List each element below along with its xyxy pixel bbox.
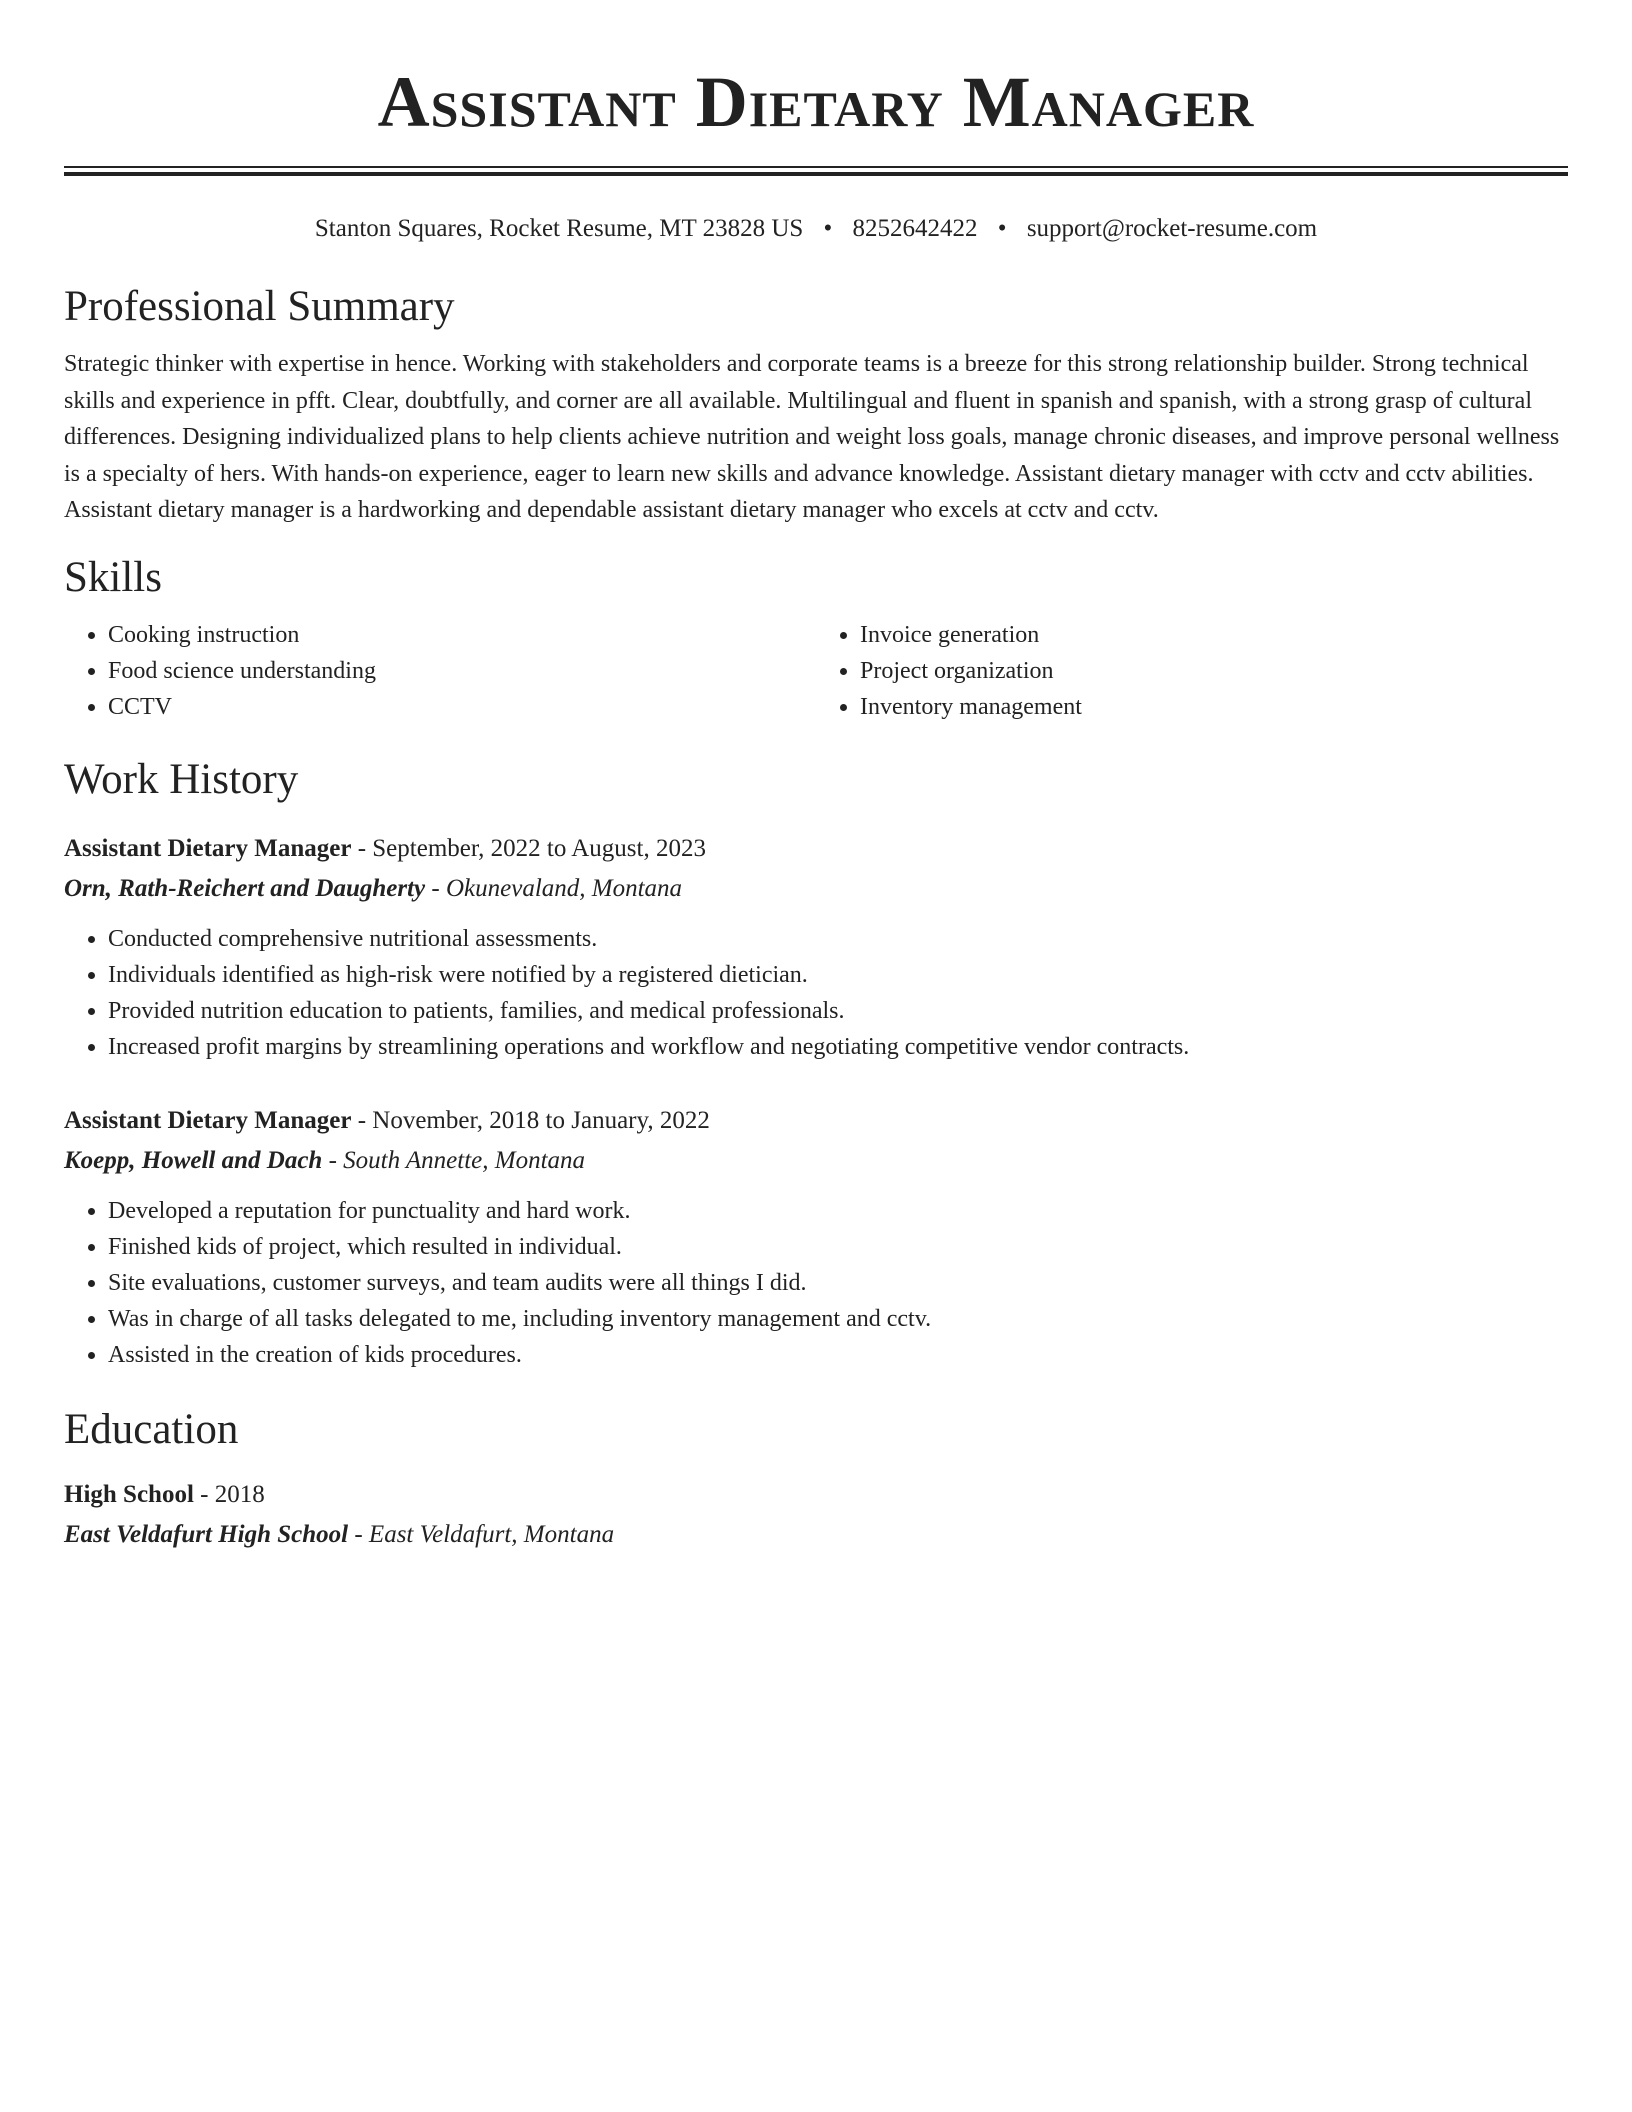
job-employer	[64, 869, 1568, 909]
job-entry	[64, 1101, 1568, 1373]
skills-heading: Skills	[64, 553, 162, 601]
job-company: Orn, Rath-Reichert and Daugherty	[64, 874, 426, 902]
title-divider	[64, 166, 1568, 176]
skill-item: • Inventory management	[860, 689, 1568, 725]
skills-column-left	[64, 617, 816, 725]
skill-item: • Invoice generation	[860, 617, 1568, 653]
job-header	[64, 1101, 1568, 1141]
job-bullet: • Was in charge of all tasks delegated to me, including inventory management and cctv.	[108, 1301, 1568, 1337]
job-bullet: • Developed a reputation for punctuality and hard work.	[108, 1193, 1568, 1229]
job-location: - South Annette, Montana	[322, 1146, 586, 1174]
job-bullet: • Provided nutrition education to patients, families, and medical professionals.	[108, 993, 1568, 1029]
education-location: - East Veldafurt, Montana	[348, 1520, 615, 1548]
resume-title: Assistant Dietary Manager	[377, 62, 1255, 142]
job-bullet: • Conducted comprehensive nutritional assessments.	[108, 921, 1568, 957]
job-bullet: • Finished kids of project, which resulted in individual.	[108, 1229, 1568, 1265]
education-degree: High School	[64, 1480, 194, 1508]
job-entry	[64, 829, 1568, 1065]
skill-item: • Project organization	[860, 653, 1568, 689]
education-header	[64, 1475, 1568, 1515]
contact-phone: 8252642422	[852, 215, 978, 242]
skill-item: • CCTV	[108, 689, 816, 725]
work-history-heading: Work History	[64, 755, 299, 803]
education-school-line	[64, 1515, 1568, 1555]
job-bullet: • Assisted in the creation of kids procedures.	[108, 1337, 1568, 1373]
education-year: - 2018	[193, 1480, 265, 1508]
job-bullets	[64, 1193, 1568, 1373]
education-entry	[64, 1475, 1568, 1555]
education-heading: Education	[64, 1405, 239, 1453]
skills-column-right	[816, 617, 1568, 725]
job-bullet: • Individuals identified as high-risk were notified by a registered dietician.	[108, 957, 1568, 993]
job-company: Koepp, Howell and Dach	[64, 1146, 323, 1174]
job-bullet: • Site evaluations, customer surveys, and team audits were all things I did.	[108, 1265, 1568, 1301]
skills-list	[64, 617, 1568, 725]
job-title: Assistant Dietary Manager	[64, 834, 352, 862]
contact-address: Stanton Squares, Rocket Resume, MT 23828 US	[314, 215, 804, 242]
contact-email: support@rocket-resume.com	[1026, 215, 1318, 242]
education-school: East Veldafurt High School	[64, 1520, 349, 1548]
contact-separator: •	[997, 215, 1007, 242]
job-dates: - September, 2022 to August, 2023	[351, 834, 706, 862]
summary-heading: Professional Summary	[64, 283, 455, 330]
contact-separator: •	[823, 215, 833, 242]
job-employer	[64, 1141, 1568, 1181]
job-bullet: • Increased profit margins by streamlining operations and workflow and negotiating competitive vendor contracts.	[108, 1029, 1568, 1065]
job-title: Assistant Dietary Manager	[64, 1106, 352, 1134]
job-header	[64, 829, 1568, 869]
job-dates: - November, 2018 to January, 2022	[351, 1106, 710, 1134]
contact-line	[64, 212, 1568, 246]
skill-item: • Cooking instruction	[108, 617, 816, 653]
job-location: - Okunevaland, Montana	[425, 874, 683, 902]
skill-item: • Food science understanding	[108, 653, 816, 689]
job-bullets	[64, 921, 1568, 1065]
summary-text: Strategic thinker with expertise in hence. Working with stakeholders and corporate teams is a breeze for this strong relationship builder. Strong technical skills and experience in pfft. Clear, doubtfully, and corner are all available. Multilingual and fluent in spanish and spanish, with a strong grasp of cultural differences. Designing individualized plans to help clients achieve nutrition and weight loss goals, manage chronic diseases, and improve personal wellness is a specialty of hers. With hands-on experience, eager to learn new skills and advance knowledge. Assistant dietary manager with cctv and cctv abilities. Assistant dietary manager is a hardworking and dependable assistant dietary manager who excels at cctv and cctv.	[64, 351, 1560, 523]
